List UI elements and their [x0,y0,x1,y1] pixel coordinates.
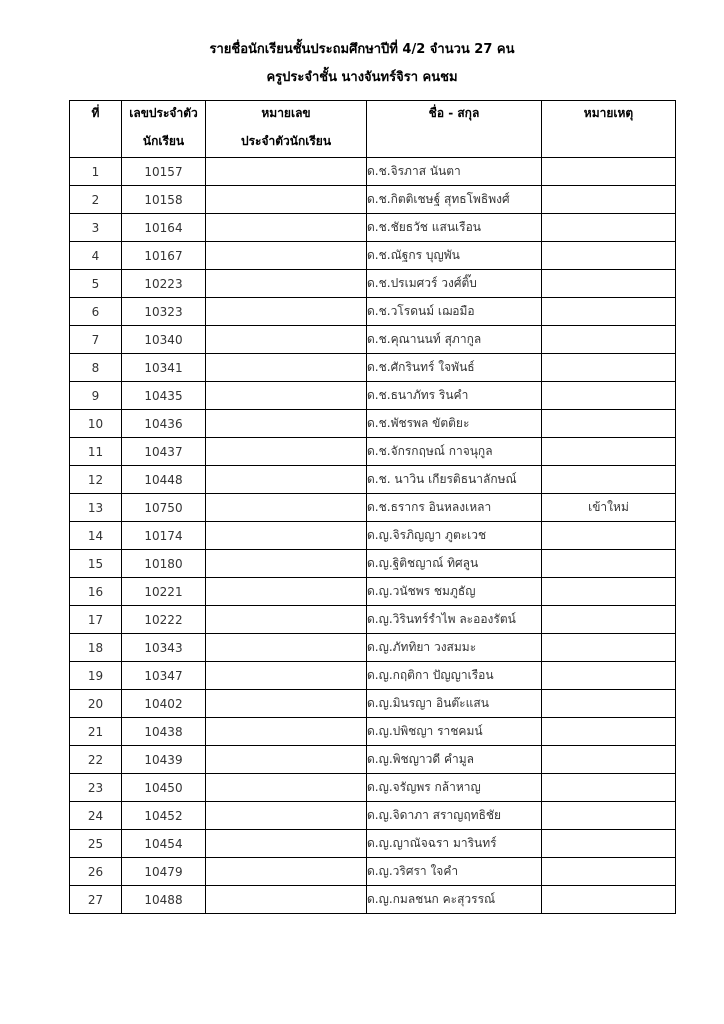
row-number: 11 [70,438,122,466]
national-id [206,410,367,438]
student-name: ด.ญ.ฐิติชญาณ์ ทิศลูน [367,550,542,578]
table-row [70,354,676,382]
row-note [542,158,676,186]
row-number: 1 [70,158,122,186]
row-note [542,410,676,438]
table-row [70,410,676,438]
student-id: 10157 [122,158,206,186]
national-id [206,158,367,186]
row-number: 20 [70,690,122,718]
student-name: ด.ญ.กมลชนก คะสุวรรณ์ [367,886,542,914]
row-number: 9 [70,382,122,410]
student-id: 10340 [122,326,206,354]
student-name: ด.ญ.มินรญา อินต๊ะแสน [367,690,542,718]
row-number: 23 [70,774,122,802]
row-number: 25 [70,830,122,858]
table-row [70,270,676,298]
student-name: ด.ช.ศักรินทร์ ใจพันธ์ [367,354,542,382]
table-row [70,298,676,326]
student-name: ด.ช.ธนาภัทร รินคำ [367,382,542,410]
national-id [206,550,367,578]
national-id [206,466,367,494]
row-note [542,746,676,774]
student-id: 10436 [122,410,206,438]
national-id [206,774,367,802]
row-note [542,830,676,858]
student-id: 10479 [122,858,206,886]
national-id [206,298,367,326]
national-id [206,354,367,382]
table-row [70,886,676,914]
national-id [206,718,367,746]
student-id: 10158 [122,186,206,214]
student-id: 10437 [122,438,206,466]
table-row [70,690,676,718]
header-note [542,101,676,158]
student-id: 10323 [122,298,206,326]
table-row [70,326,676,354]
row-number: 3 [70,214,122,242]
national-id [206,802,367,830]
national-id [206,326,367,354]
student-id: 10223 [122,270,206,298]
header-row [70,101,676,158]
row-number: 16 [70,578,122,606]
student-id: 10221 [122,578,206,606]
header-student-id-line2: นักเรียน [142,134,185,148]
national-id [206,578,367,606]
row-note [542,550,676,578]
student-name: ด.ญ.จิดาภา สราญฤทธิชัย [367,802,542,830]
table-row [70,830,676,858]
header-note-label: หมายเหตุ [583,106,634,120]
page-subtitle: ครูประจำชั้น นางจันทร์จิรา คนชม [266,70,458,85]
row-number: 4 [70,242,122,270]
row-note [542,466,676,494]
row-note [542,578,676,606]
student-id: 10174 [122,522,206,550]
page-title: รายชื่อนักเรียนชั้นประถมศึกษาปีที่ 4/2 จำนวน 27 คน [209,42,515,57]
table-row [70,718,676,746]
student-name: ด.ญ.วริศรา ใจคำ [367,858,542,886]
row-number: 5 [70,270,122,298]
student-name: ด.ช.จิรภาส นันตา [367,158,542,186]
student-name: ด.ช.พัชรพล ขัตติยะ [367,410,542,438]
student-id: 10454 [122,830,206,858]
national-id [206,242,367,270]
row-number: 26 [70,858,122,886]
table-row [70,382,676,410]
row-note [542,886,676,914]
student-name: ด.ญ.พิชญาวดี คำมูล [367,746,542,774]
row-note [542,858,676,886]
table-row [70,802,676,830]
table-row [70,158,676,186]
student-id: 10164 [122,214,206,242]
table-row [70,494,676,522]
row-note [542,298,676,326]
table-row [70,242,676,270]
student-name: ด.ช.กิตติเชษฐ์ สุทธโพธิพงศ์ [367,186,542,214]
row-number: 21 [70,718,122,746]
national-id [206,662,367,690]
student-table [69,100,676,914]
row-number: 14 [70,522,122,550]
table-row [70,606,676,634]
table-row [70,746,676,774]
student-name: ด.ญ.จรัญพร กล้าหาญ [367,774,542,802]
row-number: 18 [70,634,122,662]
table-row [70,186,676,214]
row-number: 7 [70,326,122,354]
header-name [367,101,542,158]
student-id: 10488 [122,886,206,914]
national-id [206,886,367,914]
national-id [206,186,367,214]
row-number: 22 [70,746,122,774]
row-note [542,774,676,802]
row-note: เข้าใหม่ [542,494,676,522]
row-number: 6 [70,298,122,326]
header-national-id-line1: หมายเลข [261,106,311,120]
national-id [206,830,367,858]
header-name-label: ชื่อ - สกุล [428,106,480,120]
row-number: 19 [70,662,122,690]
row-number: 27 [70,886,122,914]
national-id [206,494,367,522]
row-note [542,690,676,718]
student-name: ด.ช.วโรดนม์ เฌอมือ [367,298,542,326]
student-id: 10452 [122,802,206,830]
student-name: ด.ช.ปรเมศวร์ วงศ์ติ๊บ [367,270,542,298]
student-name: ด.ช.ชัยธวัช แสนเรือน [367,214,542,242]
student-name: ด.ญ.จิรภิญญา ภูตะเวช [367,522,542,550]
national-id [206,438,367,466]
student-id: 10450 [122,774,206,802]
student-name: ด.ช.ณัฐกร บุญพัน [367,242,542,270]
student-id: 10167 [122,242,206,270]
student-id: 10439 [122,746,206,774]
header-student-id-line1: เลขประจำตัว [129,106,198,120]
table-row [70,550,676,578]
row-number: 17 [70,606,122,634]
national-id [206,746,367,774]
row-note [542,270,676,298]
table-row [70,774,676,802]
national-id [206,522,367,550]
table-row [70,522,676,550]
row-note [542,718,676,746]
header-national-id [206,101,367,158]
row-note [542,606,676,634]
national-id [206,690,367,718]
row-number: 24 [70,802,122,830]
student-name: ด.ญ.ญาณัจฉรา มารินทร์ [367,830,542,858]
table-row [70,438,676,466]
row-number: 13 [70,494,122,522]
row-note [542,214,676,242]
table-row [70,578,676,606]
row-note [542,326,676,354]
student-name: ด.ช.คุณานนท์ สุภากูล [367,326,542,354]
header-national-id-line2: ประจำตัวนักเรียน [240,134,332,148]
row-note [542,354,676,382]
table-row [70,634,676,662]
row-note [542,634,676,662]
student-id: 10435 [122,382,206,410]
student-name: ด.ช.ธรากร อินหลงเหลา [367,494,542,522]
row-number: 10 [70,410,122,438]
student-id: 10347 [122,662,206,690]
student-id: 10448 [122,466,206,494]
student-name: ด.ญ.กฤติกา ปัญญาเรือน [367,662,542,690]
header-no-label: ที่ [91,106,100,120]
row-note [542,186,676,214]
national-id [206,270,367,298]
student-id: 10343 [122,634,206,662]
table-header [70,101,676,158]
student-id: 10341 [122,354,206,382]
row-number: 2 [70,186,122,214]
row-note [542,382,676,410]
row-number: 15 [70,550,122,578]
national-id [206,214,367,242]
national-id [206,382,367,410]
student-name: ด.ช. นาวิน เกียรติธนาลักษณ์ [367,466,542,494]
student-id: 10402 [122,690,206,718]
row-number: 12 [70,466,122,494]
national-id [206,858,367,886]
row-note [542,242,676,270]
row-note [542,802,676,830]
row-note [542,438,676,466]
table-row [70,214,676,242]
student-name: ด.ญ.วนัชพร ชมภูธัญ [367,578,542,606]
table-row [70,858,676,886]
header-no [70,101,122,158]
national-id [206,606,367,634]
student-id: 10438 [122,718,206,746]
student-id: 10222 [122,606,206,634]
table-row [70,466,676,494]
student-id: 10750 [122,494,206,522]
row-number: 8 [70,354,122,382]
student-name: ด.ช.จักรกฤษณ์ กาจนุกูล [367,438,542,466]
table-body [70,158,676,914]
header-student-id [122,101,206,158]
row-note [542,522,676,550]
student-name: ด.ญ.ปพิชญา ราชคมน์ [367,718,542,746]
row-note [542,662,676,690]
student-name: ด.ญ.ภัททิยา วงสมมะ [367,634,542,662]
student-name: ด.ญ.วิรินทร์รำไพ ละอองรัตน์ [367,606,542,634]
national-id [206,634,367,662]
table-row [70,662,676,690]
student-id: 10180 [122,550,206,578]
